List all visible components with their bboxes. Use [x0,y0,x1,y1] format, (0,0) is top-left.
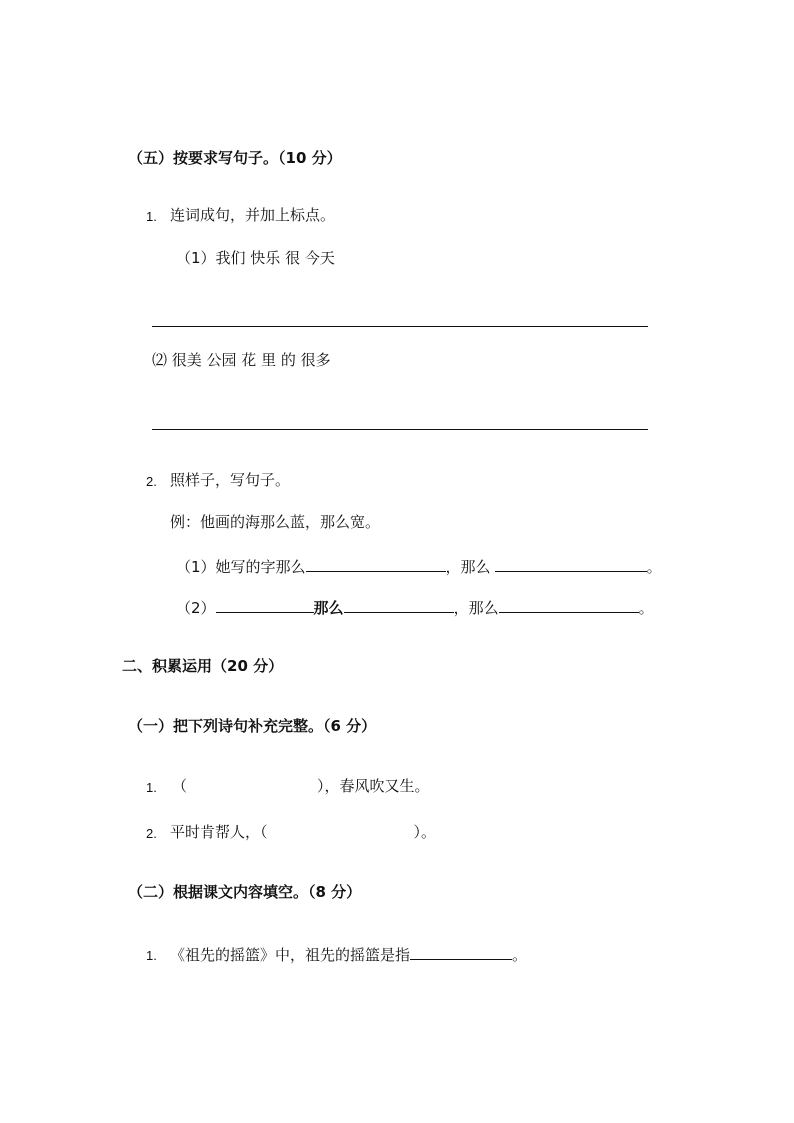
subsection-two-title: （二）根据课文内容填空。（8 分） [128,883,362,901]
blank-2b[interactable] [344,597,454,613]
item-1-end: 。 [646,558,662,576]
poem-2-text: 平时肯帮人， [170,823,261,841]
poem-1-open-paren: （ [172,777,188,795]
part-two-title: 二、积累运用（20 分） [122,657,284,675]
question-1-number: 1. [146,209,157,224]
blank-2a[interactable] [216,597,314,613]
poem-2-close: ）。 [413,823,437,841]
item-2-mid2: ，那么 [453,599,499,617]
poem-1-line [172,776,430,796]
blank-1b[interactable] [495,556,647,572]
poem-1-rest: ），春风吹又生。 [317,777,430,795]
blank-1a[interactable] [306,556,446,572]
question-1-instruction: 连词成句，并加上标点。 [170,206,336,224]
poem-2-open-paren: （ [260,823,268,841]
question-2-item-2 [176,597,654,618]
answer-line-2[interactable] [152,429,648,430]
item-2-prefix: （2） [176,599,216,617]
fill-1-number: 1. [146,948,157,963]
poem-1-number: 1. [146,780,157,795]
item-2-end: 。 [638,599,654,617]
fill-1-text: 《祖先的摇篮》中，祖先的摇篮是指 [170,946,411,964]
item-2-mid1: 那么 [313,599,344,617]
question-1-item-2-words: ⑵ 很美 公园 花 里 的 很多 [152,351,331,369]
question-2-number: 2. [146,474,157,489]
subsection-one-title: （一）把下列诗句补充完整。（6 分） [128,717,377,735]
fill-1-blank[interactable] [410,944,512,960]
question-1-item-1-words: （1）我们 快乐 很 今天 [176,249,335,267]
example-sentence: 例：他画的海那么蓝，那么宽。 [170,513,381,531]
section-five-title: （五）按要求写句子。（10 分） [128,149,342,167]
poem-2-line [170,822,436,842]
blank-2c[interactable] [499,597,639,613]
fill-1-end: 。 [512,946,528,964]
question-2-item-1 [176,556,662,577]
fill-1-line [170,944,527,965]
poem-2-number: 2. [146,826,157,841]
question-2-instruction: 照样子，写句子。 [170,471,291,489]
item-1-prefix: （1）她写的字那么 [176,558,306,576]
answer-line-1[interactable] [152,326,648,327]
item-1-mid: ，那么 [445,558,491,576]
